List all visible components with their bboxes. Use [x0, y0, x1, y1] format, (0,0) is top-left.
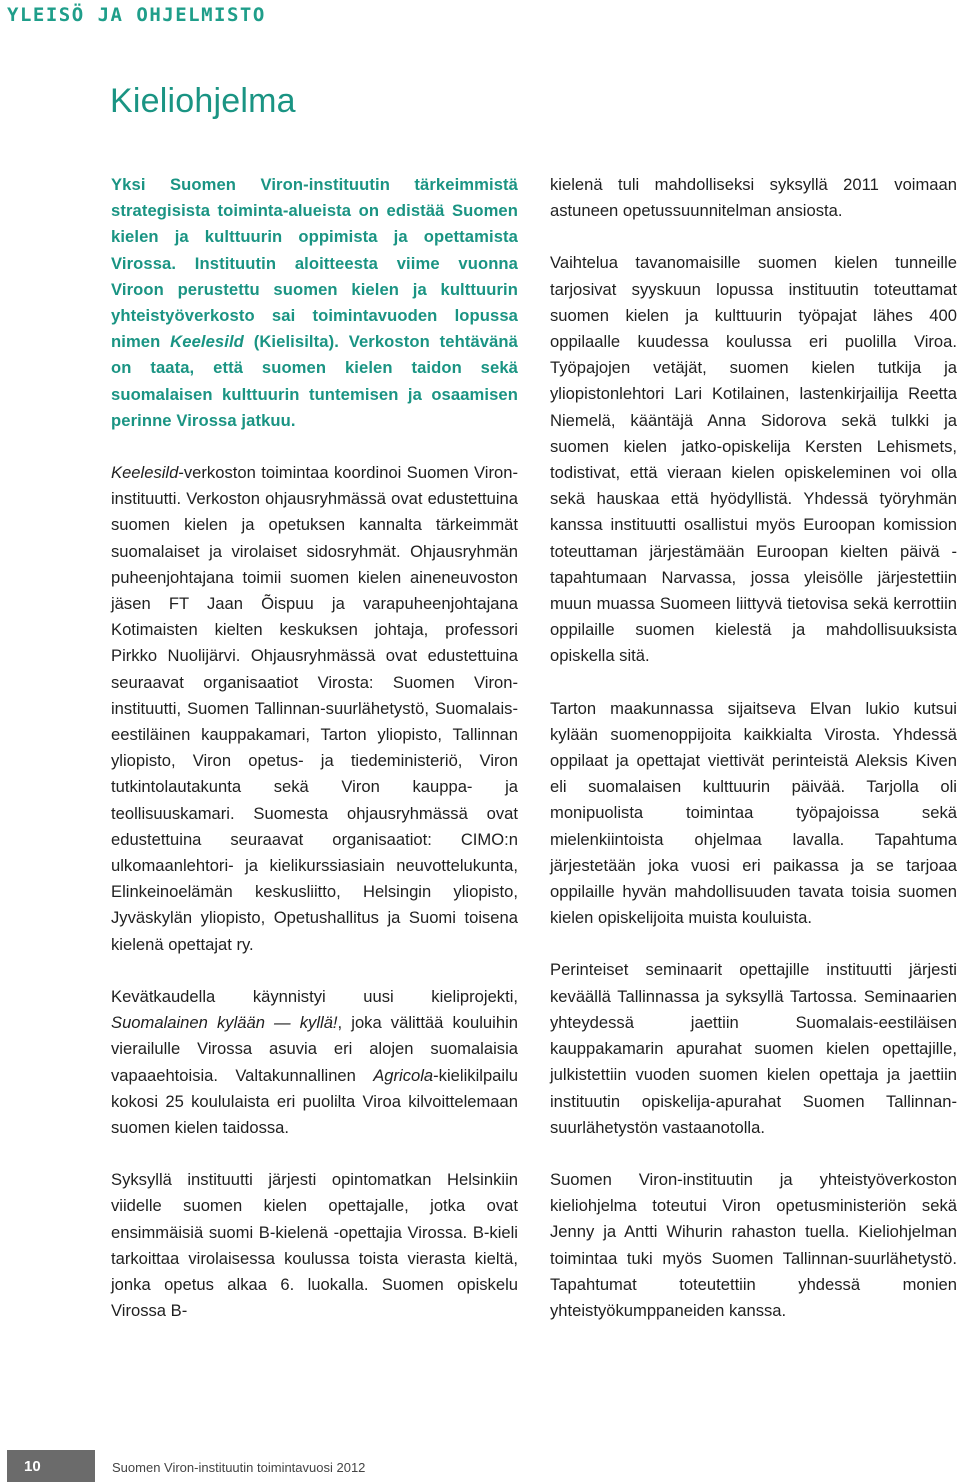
left-column — [111, 172, 518, 1324]
body-paragraph-text: -verkoston toimintaa koordinoi Suomen Viron-instituutti. Verkoston ohjausryhmässä ovat edustettuina suomen kielen ja opetuksen kannalta tärkeimmät suomalaiset ja virolaiset sidosryhmät. Ohjausryhmän puheenjohtajana toimii suomen kielen aineneuvoston jäsen FT Jaan Õispuu ja varapuheenjohtajana Kotimaisten kielten keskuksen johtaja, professori Pirkko Nuolijärvi. Ohjausryhmässä ovat edustettuina seuraavat organisaatiot Virosta: Suomen Viron-instituutti, Suomen Tallinnan-suurlähetystö, Suomalais-eestiläinen kauppakamari, Tarton yliopisto, Tallinnan yliopisto, Viron opetus- ja tiedeministeriö, Viron tutkintolautakunta sekä Viron kauppa- ja teollisuuskamari. Suomesta ohjausryhmässä ovat edustettuina seuraavat organisaatiot: CIMO:n ulkomaanlehtori- ja kielikurssiasiain neuvottelukunta, Elinkeinoelämän keskusliitto, Helsingin yliopisto, Jyväskylän yliopisto, Opetushallitus ja Suomi toisena kielenä opettajat ry. — [111, 463, 518, 954]
page-number-box — [7, 1450, 95, 1482]
header-band — [0, 0, 960, 30]
body-paragraph: Kevätkaudella käynnistyi uusi kieliprojekti, Suomalainen kylään — kyllä!, joka välittää kouluihin vierailulle Virossa asuvia eri alojen suomalaisia vapaaehtoisia. Valtakunnallinen Agricola-kielikilpailu kokosi 25 koululaista eri puolilta Viroa kilvoittelemaan suomen kielen taidossa. — [111, 986, 518, 1137]
page-title: Kieliohjelma — [110, 82, 296, 120]
lead-text-1: Yksi Suomen Viron-instituutin tärkeimmistä strategisista toiminta-alueista on edistää Suomen kielen ja kulttuurin oppimista ja opettamista Virossa. Instituutin aloitteesta viime vuonna Viroon perustettu suomen kielen ja kulttuurin yhteistyöverkosto sai toimintavuoden lopussa nimen — [111, 175, 518, 352]
keelesild-emphasis: Keelesild — [111, 463, 179, 483]
lead-paragraph — [111, 172, 518, 434]
body-paragraph: Tarton maakunnassa sijaitseva Elvan lukio kutsui kylään suomenoppijoita kaikkialta Virosta. Yhdessä oppilaat ja opettajat viettivät perinteistä Aleksis Kiven eli suomalaisen kulttuurin päivää. Tarjolla oli monipuolista toimintaa työpajoissa sekä mielenkiintoista ohjelmaa lavalla. Tapahtuma järjestetään joka vuosi eri paikassa ja se tarjoaa oppilaille hyvän mahdollisuuden tavata toisia suomen kielen opiskelijoita muista kouluista. — [550, 698, 957, 928]
body-paragraph: Suomen Viron-instituutin ja yhteistyöverkoston kieliohjelma toteutui Viron opetusministeriön sekä Jenny ja Antti Wihurin rahaston tuella. Kieliohjelman toimintaa tuki myös Suomen Tallinnan-suurlähetystö. Tapahtumat toteutettiin yhdessä monien yhteistyökumppaneiden kanssa. — [550, 1169, 957, 1320]
agricola-emphasis: Agricola — [373, 1065, 434, 1085]
project-name-emphasis: Suomalainen kylään — kyllä! — [111, 1013, 338, 1033]
body-paragraph: Vaihtelua tavanomaisille suomen kielen tunneille tarjosivat syyskuun lopussa instituutin toteuttamat suomen kielen ja kulttuurin työpajat lähes 400 oppilaalle kuudessa koulussa eri puolilla Viroa. Työpajojen vetäjät, suomen kielen tutkija ja yliopistonlehtori Lari Kotilainen, lastenkirjailija Reetta Niemelä, kääntäjä Anna Sidorova sekä tulkki ja suomen kielen jatko-opiskelija Kersten Lehismets, todistivat, että vieraan kielen opiskeleminen voi olla sekä hauskaa että hyödyllistä. Yhdessä työryhmän kanssa instituutti osallistui myös Euroopan komission toteuttaman järjestämään Euroopan kielten päivä -tapahtumaan Narvassa, jossa yleisölle järjestettiin muun muassa Suomeen liittyvä tietovisa sekä kerrottiin oppilaille suomen kielestä ja mahdollisuuksista opiskella sitä. — [550, 253, 957, 666]
right-column — [550, 172, 957, 1324]
body-paragraph — [111, 460, 518, 958]
lead-emphasis: Keelesild — [170, 332, 244, 352]
body-paragraph: Perinteiset seminaarit opettajille instituutti järjesti keväällä Tallinnassa ja syksyllä Tartossa. Seminaarien yhteydessä jaettiin Suomalais-eestiläisen kauppakamarin apurahat suomen kielen opettajille, julkistettiin vuoden suomen kielen opettaja ja jaettiin instituutin opiskelija-apurahat Suomen Tallinnan-suurlähetystön vastaanotolla. — [550, 960, 957, 1137]
section-label: YLEISÖ JA OHJELMISTO — [7, 4, 266, 26]
footer-publication-title: Suomen Viron-instituutin toimintavuosi 2012 — [112, 1460, 366, 1475]
body-paragraph: Syksyllä instituutti järjesti opintomatkan Helsinkiin viidelle suomen kielen opettajalle, jotka ovat ensimmäisiä suomi B-kielenä -opettajia Virossa. B-kieli tarkoittaa virolaisessa koulussa toista vierasta kieltä, jonka opetus alkaa 6. luokalla. Suomen opiskelu Virossa B- — [111, 1170, 518, 1321]
lead-text-2: (Kielisilta). Verkoston tehtävänä on taata, että suomen kielen taidon sekä suomalaisen kulttuurin tuntemisen ja osaamisen perinne Virossa jatkuu. — [111, 332, 518, 430]
body-paragraph: kielenä tuli mahdolliseksi syksyllä 2011 voimaan astuneen opetussuunnitelman ansiosta. — [550, 175, 957, 221]
page-number: 10 — [24, 1458, 41, 1475]
